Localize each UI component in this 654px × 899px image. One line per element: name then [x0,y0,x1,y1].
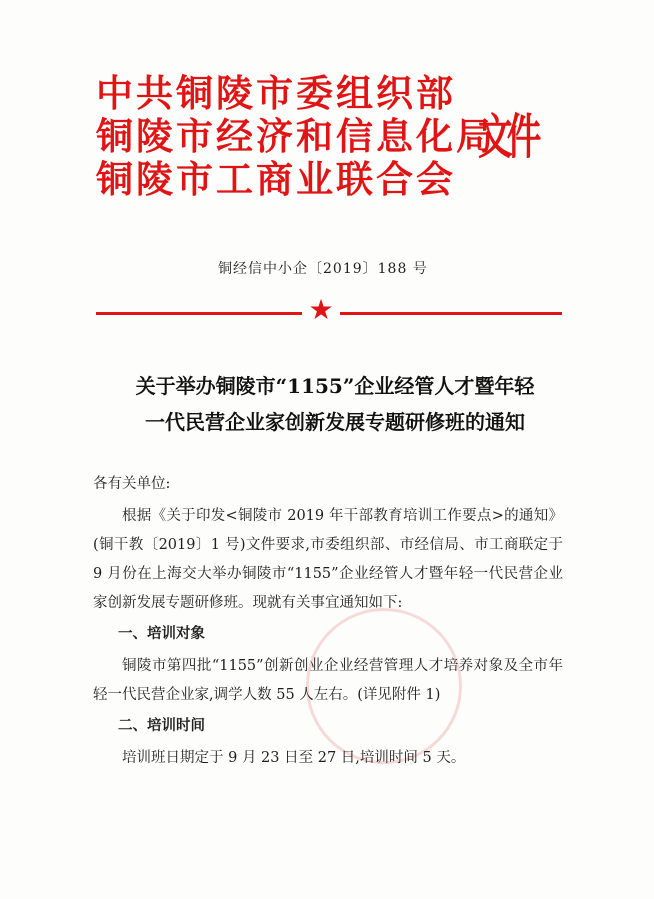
section-text-training-time: 培训班日期定于 9 月 23 日至 27 日,培训时间 5 天。 [122,750,466,766]
section-heading-training-time: 二、培训时间 [118,718,205,734]
header-divider-right [340,312,562,315]
notice-body [93,470,563,773]
intro-paragraph: 根据《关于印发<铜陵市 2019 年干部教育培训工作要点>的通知》(铜干教〔2019〕1 号)文件要求,市委组织部、市经信局、市工商联定于 9 月份在上海交大举办铜陵市“1155”企业经管人才暨年轻一代民营企业家创新发展专题研修班。现就有关事宜通知如下: [93,508,563,611]
salutation: 各有关单位: [93,476,171,492]
notice-title [80,368,590,440]
document-label: 文件 [478,109,536,165]
document-number: 铜经信中小企〔2019〕188 号 [218,261,428,277]
notice-title-line-2: 一代民营企业家创新发展专题研修班的通知 [145,410,525,434]
section-text-training-targets: 铜陵市第四批“1155”创新创业企业经营管理人才培养对象及全市年轻一代民营企业家,调学人数 55 人左右。(详见附件 1) [93,658,563,703]
organization-name-2: 铜陵市经济和信息化局 [96,114,496,158]
organization-name-1: 中共铜陵市委组织部 [96,71,456,115]
organization-name-3: 铜陵市工商业联合会 [96,157,456,201]
issuing-organizations [96,72,496,201]
header-divider-left [96,312,302,315]
red-star-icon: ★ [308,293,334,326]
section-heading-training-targets: 一、培训对象 [118,626,205,642]
notice-title-line-1: 关于举办铜陵市“1155”企业经管人才暨年轻 [135,374,535,398]
